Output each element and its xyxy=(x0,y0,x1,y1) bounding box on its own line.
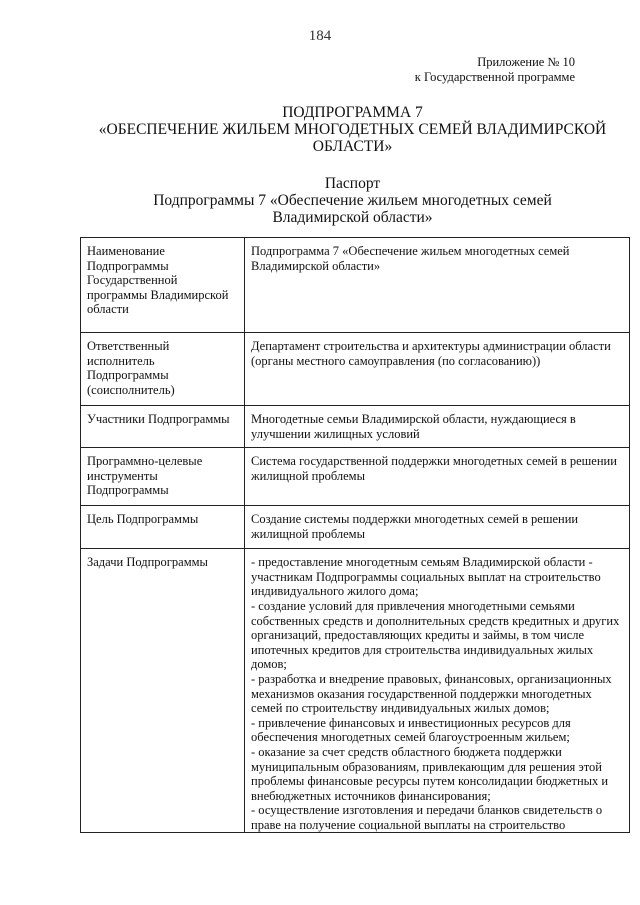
appendix-line-2: к Государственной программе xyxy=(414,70,575,84)
task-item: - оказание за счет средств областного бюджета поддержки муниципальным образованиям, привлекающим для решения этой проблемы финансовые ресурсы путем консолидации бюджетных и внебюджетных источников финансирования; xyxy=(251,744,609,803)
row-label-executor: Ответственный исполнитель Подпрограммы (соисполнитель) xyxy=(81,333,245,406)
passport-table xyxy=(80,237,630,833)
task-item: - создание условий для привлечения многодетными семьями собственных средств и дополнительных средств кредитных и других организаций, предоставляющих кредиты и займы, в том числе ипотечных кредитов для строительства индивидуальных жилых домов; xyxy=(251,598,620,672)
title-line-1: ПОДПРОГРАММА 7 xyxy=(282,104,423,121)
row-value-name: Подпрограмма 7 «Обеспечение жильем многодетных семей Владимирской области» xyxy=(245,238,630,333)
row-value-executor: Департамент строительства и архитектуры администрации области (органы местного самоуправления (по согласованию)) xyxy=(245,333,630,406)
table-row xyxy=(81,406,630,448)
row-label-tasks: Задачи Подпрограммы xyxy=(81,549,245,833)
subprogram-title xyxy=(60,104,640,155)
table-row xyxy=(81,448,630,506)
row-label-name: Наименование Подпрограммы Государственной программы Владимирской области xyxy=(81,238,245,333)
page-number: 184 xyxy=(308,28,332,44)
table-row xyxy=(81,238,630,333)
table-row xyxy=(81,333,630,406)
passport-line-3: Владимирской области» xyxy=(272,209,433,226)
title-line-2: «ОБЕСПЕЧЕНИЕ ЖИЛЬЕМ МНОГОДЕТНЫХ СЕМЕЙ ВЛАДИМИРСКОЙ xyxy=(98,121,607,138)
passport-line-2: Подпрограммы 7 «Обеспечение жильем многодетных семей xyxy=(153,192,552,209)
passport-heading xyxy=(60,175,640,226)
appendix-note xyxy=(415,55,575,85)
passport-line-1: Паспорт xyxy=(324,175,381,192)
task-item: - предоставление многодетным семьям Владимирской области - участникам Подпрограммы социальных выплат на строительство индивидуального жилого дома; xyxy=(251,555,601,599)
row-label-instruments: Программно-целевые инструменты Подпрограммы xyxy=(81,448,245,506)
row-value-tasks xyxy=(245,549,630,833)
task-item: - осуществление изготовления и передачи бланков свидетельств о праве на получение социальной выплаты на строительство xyxy=(251,803,603,832)
table-row xyxy=(81,506,630,549)
row-value-goal: Создание системы поддержки многодетных семей в решении жилищной проблемы xyxy=(245,506,630,549)
row-value-instruments: Система государственной поддержки многодетных семей в решении жилищной проблемы xyxy=(245,448,630,506)
title-line-3: ОБЛАСТИ» xyxy=(312,138,393,155)
row-label-goal: Цель Подпрограммы xyxy=(81,506,245,549)
table-row xyxy=(81,549,630,833)
task-item: - разработка и внедрение правовых, финансовых, организационных механизмов оказания государственной поддержки многодетных семей по строительству индивидуальных жилых домов; xyxy=(251,671,612,716)
appendix-line-1: Приложение № 10 xyxy=(477,55,575,69)
task-item: - привлечение финансовых и инвестиционных ресурсов для обеспечения многодетных семей благоустроенным жильем; xyxy=(251,715,571,745)
row-value-participants: Многодетные семьи Владимирской области, нуждающиеся в улучшении жилищных условий xyxy=(245,406,630,448)
row-label-participants: Участники Подпрограммы xyxy=(81,406,245,448)
